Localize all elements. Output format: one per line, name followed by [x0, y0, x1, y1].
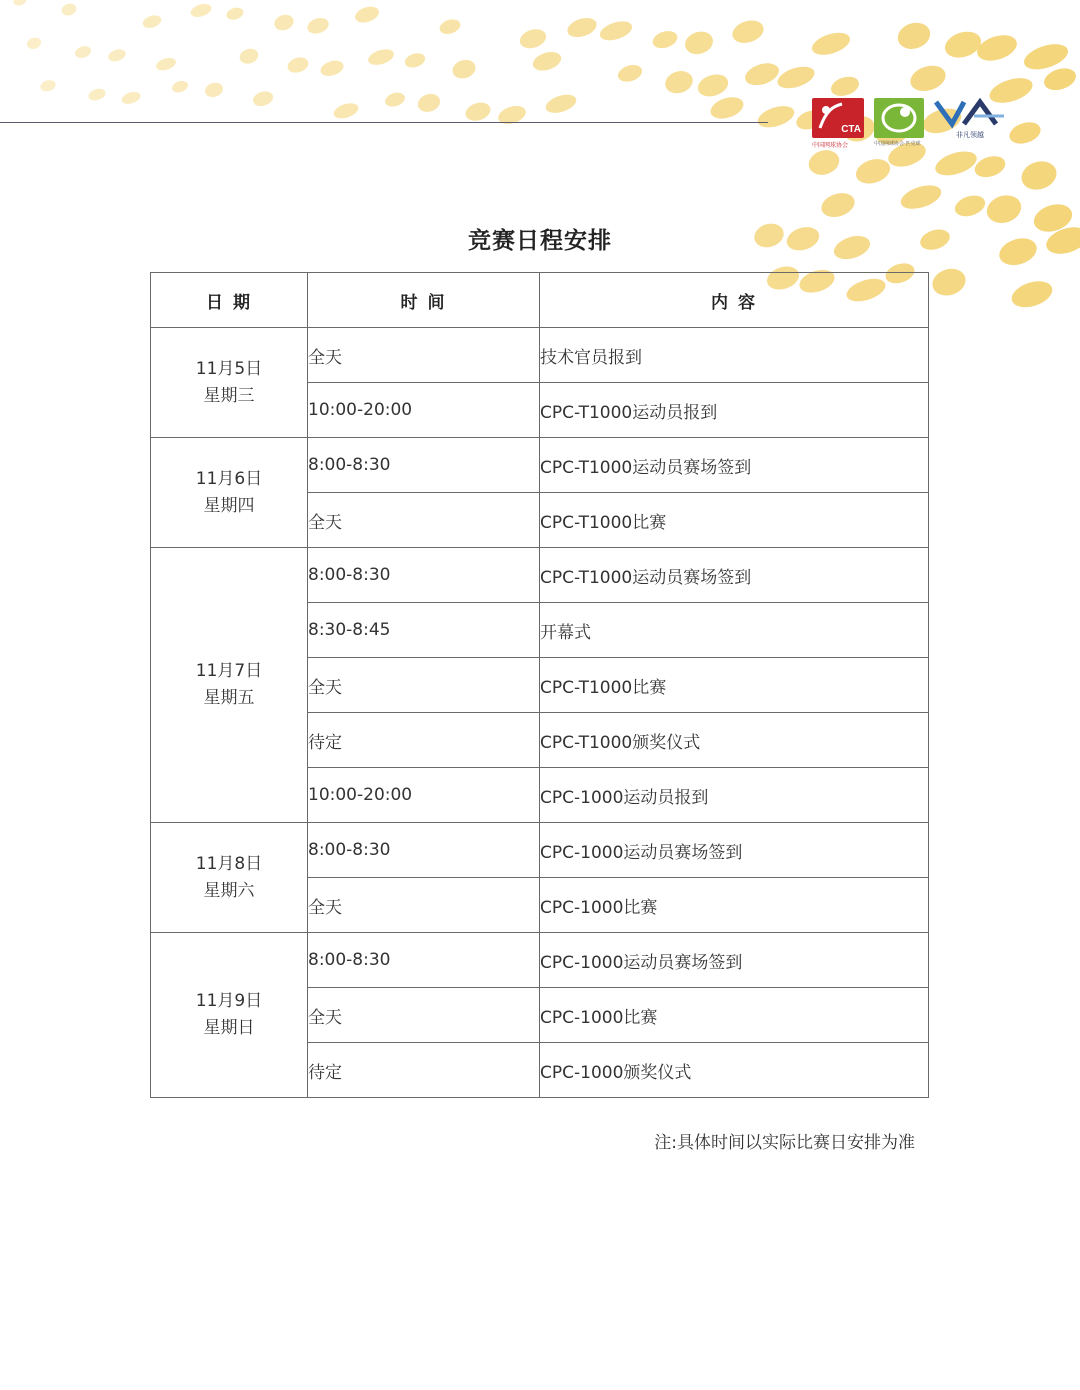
table-row	[151, 548, 929, 603]
decorative-dot	[974, 31, 1020, 66]
time-cell: 8:00-8:30	[308, 933, 540, 988]
decorative-dot	[742, 59, 781, 89]
decorative-dot	[650, 28, 679, 51]
decorative-dot	[565, 15, 599, 41]
header-content: 内 容	[540, 273, 929, 328]
decorative-dot	[1008, 277, 1055, 312]
time-cell: 8:30-8:45	[308, 603, 540, 658]
time-cell: 待定	[308, 1043, 540, 1098]
content-cell: CPC-T1000颁奖仪式	[540, 713, 929, 768]
decorative-dot	[708, 93, 746, 122]
schedule-table	[150, 272, 929, 1098]
time-cell: 全天	[308, 493, 540, 548]
page-title: 竞赛日程安排	[468, 228, 612, 254]
decorative-dot	[189, 2, 213, 20]
content-cell: CPC-T1000运动员报到	[540, 383, 929, 438]
decorative-dot	[907, 61, 949, 95]
date-label: 11月7日	[195, 661, 263, 681]
decorative-dot	[366, 46, 396, 67]
table-row	[151, 823, 929, 878]
decorative-dot	[225, 6, 245, 22]
decorative-dot	[972, 153, 1008, 181]
decorative-dot	[952, 192, 988, 220]
cta-logo-caption: 中国网球协会	[812, 142, 849, 149]
decorative-dot	[543, 91, 578, 116]
decorative-dot	[929, 265, 969, 300]
content-cell: CPC-1000颁奖仪式	[540, 1043, 929, 1098]
header-time: 时 间	[308, 273, 540, 328]
decorative-dot	[286, 55, 311, 75]
time-cell: 8:00-8:30	[308, 548, 540, 603]
date-cell	[151, 823, 308, 933]
decorative-dot	[616, 62, 644, 85]
content-cell: CPC-1000运动员赛场签到	[540, 823, 929, 878]
date-cell	[151, 438, 308, 548]
weekday-label: 星期六	[203, 880, 255, 901]
decorative-dot	[141, 13, 163, 30]
content-cell: CPC-T1000运动员赛场签到	[540, 548, 929, 603]
decorative-dot	[818, 189, 857, 221]
time-cell: 8:00-8:30	[308, 438, 540, 493]
content-cell: CPC-1000运动员赛场签到	[540, 933, 929, 988]
date-cell	[151, 548, 308, 823]
decorative-dot	[353, 4, 381, 26]
decorative-dot	[238, 46, 261, 66]
cta-logo-text: CTA	[841, 124, 861, 135]
sponsor-logos	[812, 98, 1022, 150]
decorative-dot	[662, 68, 695, 97]
cta-logo	[812, 98, 864, 149]
pickleball-logo	[874, 98, 924, 147]
decorative-dot	[415, 91, 442, 115]
decorative-dot	[120, 90, 142, 106]
decorative-dot	[496, 103, 528, 128]
decorative-dot	[107, 47, 128, 63]
decorative-dot	[171, 79, 190, 94]
decorative-dot	[932, 147, 979, 180]
decorative-dot	[942, 27, 985, 62]
decorative-dot	[403, 51, 427, 70]
decorative-dot	[60, 2, 78, 18]
content-cell: CPC-1000比赛	[540, 988, 929, 1043]
footnote: 注:具体时间以实际比赛日安排为准	[654, 1133, 915, 1153]
decorative-dot	[530, 49, 563, 74]
header-date: 日 期	[151, 273, 308, 328]
va-logo	[934, 98, 1006, 139]
time-cell: 全天	[308, 658, 540, 713]
decorative-dot	[463, 100, 493, 124]
date-cell	[151, 328, 308, 438]
decorative-dot	[1018, 157, 1060, 194]
table-row	[151, 933, 929, 988]
decorative-dot	[729, 17, 766, 47]
va-logo-caption: 非凡领越	[956, 131, 984, 139]
time-cell: 待定	[308, 713, 540, 768]
decorative-dot	[695, 71, 731, 100]
weekday-label: 星期三	[203, 385, 255, 406]
table-row	[151, 328, 929, 383]
decorative-dot	[438, 17, 463, 37]
decorative-dot	[853, 155, 893, 188]
decorative-dot	[682, 28, 716, 58]
content-cell: CPC-1000运动员报到	[540, 768, 929, 823]
decorative-dot	[319, 58, 346, 79]
content-cell: CPC-T1000比赛	[540, 493, 929, 548]
date-label: 11月8日	[195, 853, 263, 874]
decorative-dot	[203, 80, 225, 99]
decorative-dot	[898, 181, 944, 213]
decorative-dot	[332, 100, 361, 121]
decorative-dot	[894, 19, 933, 53]
table-header-row	[151, 273, 929, 328]
decorative-dot	[272, 12, 295, 32]
content-cell: 技术官员报到	[540, 328, 929, 383]
decorative-dot	[39, 78, 57, 93]
time-cell: 10:00-20:00	[308, 768, 540, 823]
content-cell: 开幕式	[540, 603, 929, 658]
decorative-dot	[775, 63, 817, 93]
decorative-dot	[251, 89, 275, 109]
decorative-dot	[598, 18, 635, 44]
date-label: 11月6日	[195, 468, 263, 489]
decorative-dot	[805, 146, 842, 178]
time-cell: 全天	[308, 328, 540, 383]
decorative-dot	[155, 56, 178, 73]
decorative-dot	[450, 57, 478, 81]
decorative-dot	[829, 73, 862, 99]
decorative-dot	[809, 28, 853, 59]
date-label: 11月5日	[195, 358, 263, 379]
time-cell: 8:00-8:30	[308, 823, 540, 878]
decorative-dot	[755, 102, 797, 131]
content-cell: CPC-T1000比赛	[540, 658, 929, 713]
weekday-label: 星期五	[203, 688, 255, 708]
date-label: 11月9日	[195, 991, 263, 1011]
decorative-dot	[25, 36, 42, 51]
weekday-label: 星期日	[203, 1018, 255, 1038]
header-rule	[0, 122, 768, 123]
time-cell: 全天	[308, 988, 540, 1043]
decorative-dot	[73, 44, 92, 60]
weekday-label: 星期四	[203, 495, 255, 516]
decorative-dot	[87, 87, 107, 103]
date-cell	[151, 933, 308, 1098]
decorative-dot	[12, 0, 28, 7]
time-cell: 全天	[308, 878, 540, 933]
content-cell: CPC-T1000运动员赛场签到	[540, 438, 929, 493]
table-row	[151, 438, 929, 493]
decorative-dot	[383, 90, 406, 109]
decorative-dot	[517, 26, 548, 51]
decorative-dot	[1041, 65, 1078, 94]
content-cell: CPC-1000比赛	[540, 878, 929, 933]
time-cell: 10:00-20:00	[308, 383, 540, 438]
decorative-dot	[305, 15, 330, 36]
pickleball-logo-caption: 中国网球协会·匹克球	[874, 141, 921, 147]
